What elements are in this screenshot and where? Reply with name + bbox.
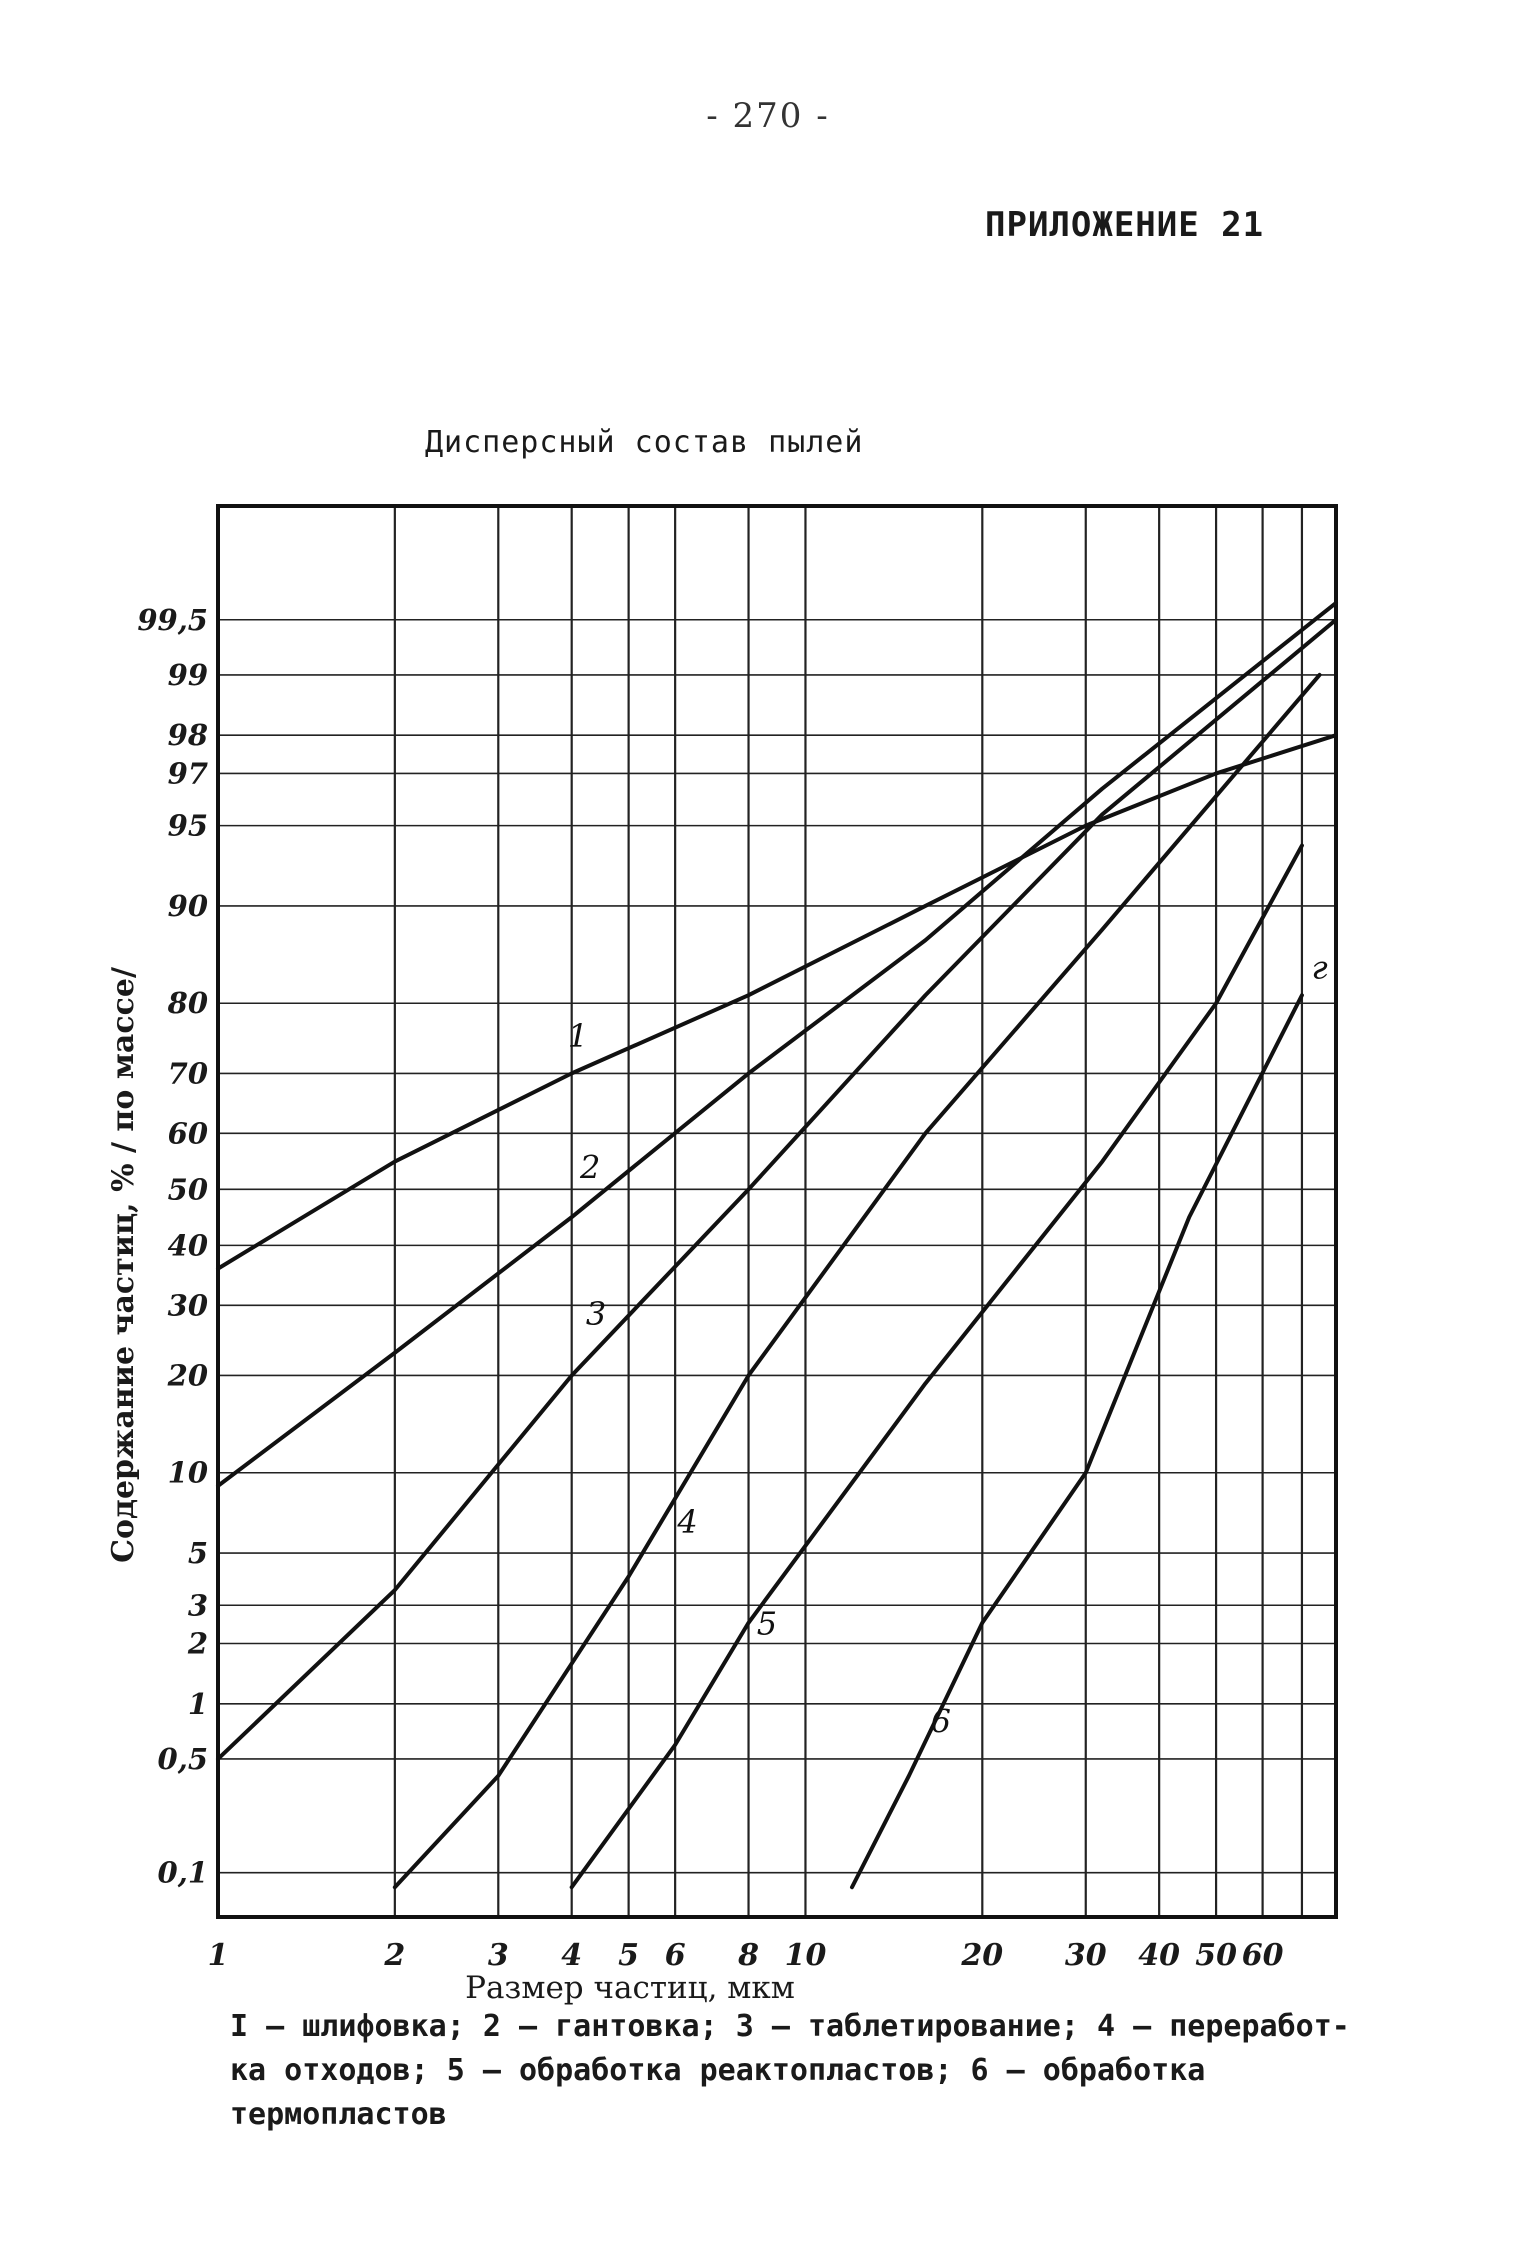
curve-label-3: 3: [585, 1294, 607, 1333]
x-tick-label: 5: [618, 1938, 640, 1973]
x-axis-label: Размер частиц, мкм: [465, 1970, 795, 2006]
y-tick-label: 40: [167, 1228, 208, 1263]
y-tick-label: 3: [187, 1588, 208, 1623]
x-tick-label: 2: [384, 1938, 406, 1973]
x-tick-label: 30: [1064, 1938, 1107, 1973]
y-tick-label: 0,1: [157, 1855, 208, 1890]
appendix-heading: ПРИЛОЖЕНИЕ 21: [985, 205, 1265, 245]
y-tick-label: 98: [167, 718, 208, 753]
x-tick-label: 10: [784, 1938, 827, 1973]
grid: [218, 506, 1336, 1917]
x-tick-label: 3: [487, 1938, 509, 1973]
curve-label-2: 2: [579, 1148, 601, 1187]
caption-line: ка отходов; 5 – обработка реактопластов; 6 – обработка: [230, 2053, 1206, 2088]
x-tick-label: 60: [1241, 1938, 1284, 1973]
x-tick-label: 20: [961, 1938, 1004, 1973]
y-tick-label: 1: [187, 1686, 208, 1721]
curve-label-5: 5: [756, 1604, 778, 1643]
y-tick-label: 80: [167, 986, 208, 1021]
plot-frame: [218, 506, 1336, 1917]
x-tick-label: 1: [207, 1938, 229, 1973]
x-tick-label: 4: [561, 1938, 583, 1973]
y-tick-label: 97: [167, 756, 208, 791]
y-tick-label: 70: [167, 1056, 208, 1091]
y-tick-label: 0,5: [157, 1741, 208, 1776]
curve-label-6: 6: [930, 1702, 952, 1741]
y-tick-label: 2: [187, 1626, 208, 1661]
page-number: - 270 -: [706, 96, 830, 136]
y-tick-label: 99: [167, 657, 208, 692]
y-tick-label: 95: [167, 808, 208, 843]
curve-label-4: 4: [677, 1503, 698, 1542]
x-tick-label: 6: [664, 1938, 686, 1973]
y-axis-label: Содержание частиц, % / по массе/: [106, 967, 141, 1563]
y-tick-label: 30: [167, 1288, 208, 1323]
y-tick-label: 60: [167, 1116, 208, 1151]
y-tick-label: 10: [167, 1455, 208, 1490]
y-tick-label: 50: [167, 1172, 208, 1207]
caption-line: термопластов: [230, 2097, 447, 2132]
series-line-6: [852, 995, 1302, 1887]
y-tick-label: 20: [167, 1358, 208, 1393]
x-tick-label: 8: [738, 1938, 759, 1973]
curve-label-1: 1: [567, 1017, 589, 1056]
series-line-4: [395, 675, 1320, 1887]
y-tick-label: 99,5: [137, 602, 208, 637]
curve-label-6b: г: [1311, 948, 1328, 987]
figure-caption: [230, 2005, 1460, 2137]
y-tick-label: 90: [167, 888, 208, 923]
y-tick-label: 5: [187, 1536, 208, 1571]
x-tick-label: 40: [1138, 1938, 1181, 1973]
curve-labels: [568, 948, 1328, 1740]
chart-title: Дисперсный состав пылей: [425, 425, 864, 460]
x-tick-label: 50: [1195, 1938, 1237, 1973]
caption-line: I – шлифовка; 2 – гантовка; 3 – таблетирование; 4 – переработ-: [230, 2009, 1350, 2044]
